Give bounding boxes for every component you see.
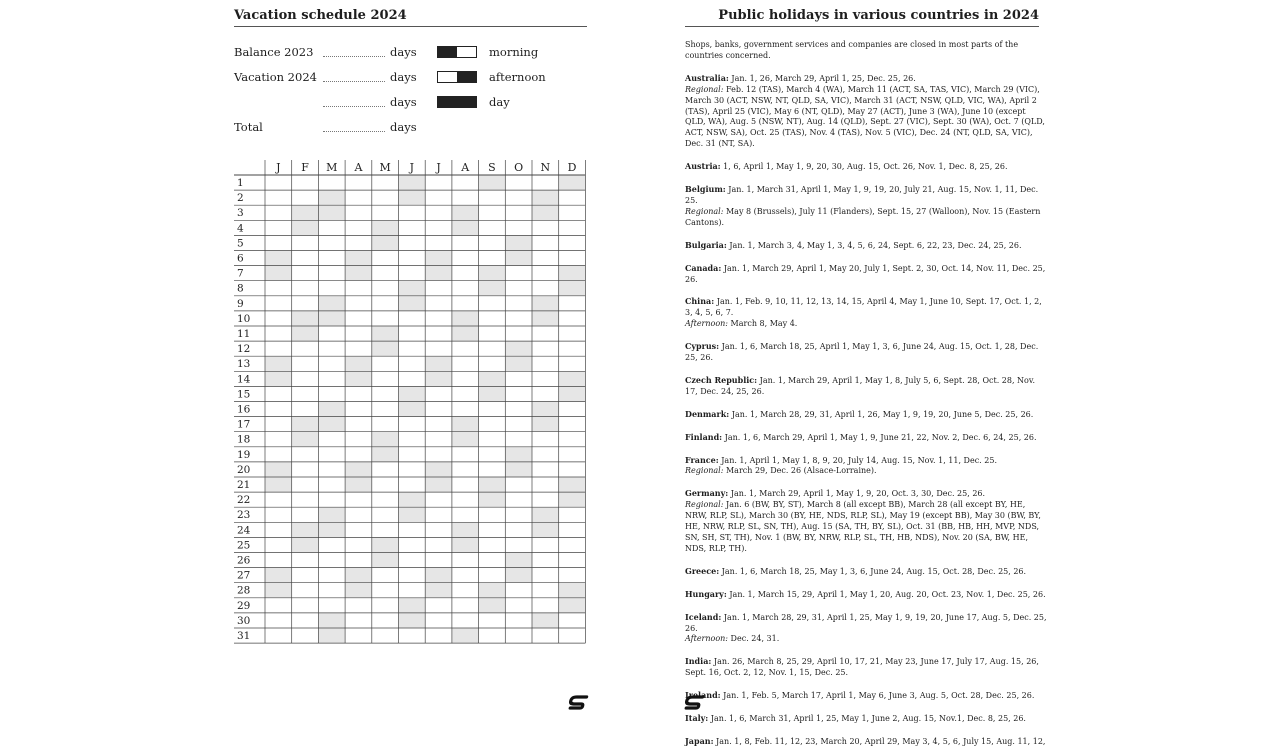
country-name: Germany: — [685, 488, 729, 499]
holiday-dates: Jan. 1, March 31, April 1, May 1, 9, 19, 20, July 21, Aug. 15, Nov. 1, 11, Dec. 25. — [685, 185, 1039, 205]
weekend-cell — [399, 386, 426, 401]
day-label: 11 — [237, 328, 251, 340]
balance-unit: days — [390, 95, 417, 109]
weekend-cell — [399, 507, 426, 522]
legend-label: day — [489, 95, 510, 109]
weekend-cell — [479, 598, 506, 613]
weekend-cell — [559, 175, 586, 190]
weekend-cell — [425, 251, 452, 266]
weekend-cell — [292, 522, 319, 537]
holiday-dates: Jan. 1, March 29, April 1, May 1, 9, 20, Oct. 3, 30, Dec. 25, 26. — [728, 489, 986, 499]
holiday-dates: 1, 6, April 1, May 1, 9, 20, 30, Aug. 15, Oct. 26, Nov. 1, Dec. 8, 25, 26. — [720, 162, 1008, 172]
holiday-extra-dates: March 8, May 4. — [728, 319, 798, 329]
weekend-cell — [479, 281, 506, 296]
weekend-cell — [452, 432, 479, 447]
weekend-cell — [399, 598, 426, 613]
weekend-cell — [399, 296, 426, 311]
weekend-cell — [505, 462, 532, 477]
weekend-cell — [318, 507, 345, 522]
weekend-cell — [505, 356, 532, 371]
day-label: 27 — [237, 569, 251, 582]
day-label: 28 — [237, 584, 251, 597]
day-label: 22 — [237, 494, 251, 507]
weekend-cell — [532, 205, 559, 220]
legend-morning-swatch — [437, 46, 477, 58]
day-label: 12 — [237, 343, 251, 356]
holiday-entry — [685, 240, 1047, 252]
holiday-entry — [685, 455, 1047, 478]
holiday-dates: Jan. 1, 8, Feb. 11, 12, 23, March 20, April 29, May 3, 4, 5, 6, July 15, Aug. 11, 12, — [713, 736, 1046, 746]
holiday-dates: Jan. 1, March 29, April 1, May 1, 8, July 5, 6, Sept. 28, Oct. 28, Nov. 17, Dec. 24, 25, 26. — [685, 375, 1035, 396]
holiday-dates: Jan. 1, 6, March 31, April 1, 25, May 1, June 2, Aug. 15, Nov.1, Dec. 8, 25, 26. — [708, 714, 1026, 724]
month-header: A — [354, 161, 363, 174]
weekend-cell — [372, 432, 399, 447]
weekend-cell — [452, 205, 479, 220]
country-name: Bulgaria: — [685, 239, 727, 250]
vacation-calendar-grid — [234, 160, 588, 646]
country-name: Belgium: — [685, 184, 726, 195]
weekend-cell — [372, 220, 399, 235]
weekend-cell — [559, 477, 586, 492]
day-label: 4 — [237, 222, 244, 235]
weekend-cell — [292, 220, 319, 235]
holiday-intro: Shops, banks, government services and companies are closed in most parts of the countries concerned. — [685, 40, 1019, 60]
holiday-extra-dates: March 29, Dec. 26 (Alsace-Lorraine). — [723, 466, 877, 476]
day-label: 31 — [237, 630, 251, 642]
balance-label: Balance 2023 — [234, 45, 314, 59]
weekend-cell — [372, 553, 399, 568]
month-header: J — [276, 161, 281, 174]
weekend-cell — [532, 613, 559, 628]
weekend-cell — [425, 568, 452, 583]
weekend-cell — [479, 477, 506, 492]
weekend-cell — [479, 492, 506, 507]
day-label: 24 — [237, 524, 251, 537]
country-name: Iceland: — [685, 611, 722, 622]
weekend-cell — [452, 522, 479, 537]
weekend-cell — [399, 175, 426, 190]
publisher-logo-icon — [569, 695, 587, 711]
holiday-extra-dates: May 8 (Brussels), July 11 (Flanders), Sept. 15, 27 (Walloon), Nov. 15 (Eastern Cantons). — [685, 206, 1041, 227]
weekend-cell — [532, 522, 559, 537]
weekend-cell — [372, 235, 399, 250]
holiday-entry — [685, 736, 1047, 748]
weekend-cell — [559, 598, 586, 613]
weekend-cell — [505, 447, 532, 462]
weekend-cell — [452, 537, 479, 552]
month-header: M — [326, 161, 338, 174]
weekend-cell — [479, 386, 506, 401]
balance-input-line[interactable] — [323, 81, 385, 82]
weekend-cell — [479, 266, 506, 281]
country-name: Hungary: — [685, 588, 727, 599]
holiday-extra-label: Afternoon: — [685, 634, 729, 644]
holiday-entry — [685, 656, 1047, 679]
holiday-dates: Jan. 1, 6, March 18, 25, May 1, 3, 6, June 24, Aug. 15, Oct. 28, Dec. 25, 26. — [719, 566, 1027, 576]
balance-unit: days — [390, 120, 417, 134]
day-label: 26 — [237, 554, 251, 567]
holiday-entry — [685, 713, 1047, 725]
weekend-cell — [532, 402, 559, 417]
holiday-entry — [685, 161, 1047, 173]
day-label: 19 — [237, 448, 251, 461]
day-label: 8 — [237, 282, 244, 295]
weekend-cell — [318, 402, 345, 417]
weekend-cell — [292, 205, 319, 220]
holiday-dates: Jan. 26, March 8, 25, 29, April 10, 17, 21, May 23, June 17, July 17, Aug. 15, 26, Sept. 16, Oct. 2, 12, Nov. 1, 15, Dec. 25. — [685, 657, 1039, 678]
weekend-cell — [265, 477, 292, 492]
weekend-cell — [479, 175, 506, 190]
weekend-cell — [399, 281, 426, 296]
day-label: 30 — [237, 614, 251, 627]
holiday-dates: Jan. 1, March 28, 29, 31, April 1, 25, May 1, 9, 19, 20, June 17, Aug. 5, Dec. 25, 26. — [685, 612, 1047, 633]
country-name: Denmark: — [685, 408, 730, 419]
weekend-cell — [399, 402, 426, 417]
weekend-cell — [425, 266, 452, 281]
weekend-cell — [292, 432, 319, 447]
day-label: 25 — [237, 539, 251, 552]
weekend-cell — [532, 507, 559, 522]
holiday-dates: Jan. 1, March 28, 29, 31, April 1, 26, May 1, 9, 19, 20, June 5, Dec. 25, 26. — [729, 409, 1034, 419]
weekend-cell — [265, 568, 292, 583]
holiday-entry — [685, 488, 1047, 554]
country-name: Greece: — [685, 565, 720, 576]
holiday-extra-label: Regional: — [685, 500, 724, 510]
month-header: O — [514, 161, 524, 174]
country-name: Japan: — [685, 735, 714, 746]
weekend-cell — [265, 462, 292, 477]
weekend-cell — [452, 220, 479, 235]
holiday-extra-label: Regional: — [685, 84, 724, 94]
weekend-cell — [265, 266, 292, 281]
weekend-cell — [532, 311, 559, 326]
month-header: M — [379, 161, 391, 174]
weekend-cell — [479, 583, 506, 598]
holiday-extra-dates: Feb. 12 (TAS), March 4 (WA), March 11 (ACT, SA, TAS, VIC), March 29 (VIC), March 30 (ACT, NSW, NT, QLD, SA, VIC), March 31 (ACT, NSW, QLD, VIC, WA), April 2 (TAS), April 25 (VIC), May 6 (NT, QLD), May 27 (ACT), June 3 (WA), June 10 (except QLD, WA), Aug. 5 (NSW, NT), Aug. 14 (QLD), Sept. 27 (VIC), Sept. 30 (WA), Oct. 7 (QLD, ACT, NSW, SA), Oct. 25 (TAS), Nov. 4 (TAS), Nov. 5 (VIC), Dec. 24 (NT, QLD, SA, VIC), Dec. 31 (NT, SA). — [685, 84, 1045, 149]
holiday-entry — [685, 375, 1047, 398]
weekend-cell — [345, 251, 372, 266]
day-label: 29 — [237, 599, 251, 612]
country-name: Australia: — [685, 72, 729, 83]
country-name: France: — [685, 454, 719, 465]
weekend-cell — [559, 583, 586, 598]
day-label: 3 — [237, 207, 244, 220]
weekend-cell — [292, 326, 319, 341]
holiday-dates: Jan. 1, Feb. 9, 10, 11, 12, 13, 14, 15, April 4, May 1, June 10, Sept. 17, Oct. 1, 2, 3, 4, 5, 6, 7. — [685, 297, 1042, 318]
day-label: 15 — [237, 388, 251, 401]
month-header: N — [540, 161, 551, 174]
weekend-cell — [559, 386, 586, 401]
weekend-cell — [318, 205, 345, 220]
country-name: India: — [685, 656, 712, 667]
balance-input-line[interactable] — [323, 56, 385, 57]
weekend-cell — [479, 371, 506, 386]
weekend-cell — [532, 417, 559, 432]
country-name: China: — [685, 296, 715, 307]
holiday-entry — [685, 589, 1047, 601]
weekend-cell — [265, 371, 292, 386]
day-label: 17 — [237, 418, 251, 431]
weekend-cell — [452, 326, 479, 341]
publisher-logo-icon — [685, 695, 703, 711]
holiday-entry — [685, 566, 1047, 578]
weekend-cell — [345, 583, 372, 598]
holiday-entry — [685, 184, 1047, 229]
weekend-cell — [372, 341, 399, 356]
legend-label: morning — [489, 45, 539, 59]
holiday-extra-label: Regional: — [685, 206, 724, 216]
weekend-cell — [425, 477, 452, 492]
day-label: 23 — [237, 509, 251, 522]
weekend-cell — [399, 492, 426, 507]
month-header: D — [567, 161, 577, 174]
weekend-cell — [505, 341, 532, 356]
holiday-dates: Jan. 1, March 3, 4, May 1, 3, 4, 5, 6, 24, Sept. 6, 22, 23, Dec. 24, 25, 26. — [726, 240, 1022, 250]
day-label: 9 — [237, 297, 244, 310]
weekend-cell — [559, 266, 586, 281]
month-header: J — [409, 161, 415, 174]
day-label: 13 — [237, 358, 251, 371]
weekend-cell — [318, 417, 345, 432]
weekend-cell — [559, 371, 586, 386]
weekend-cell — [318, 628, 345, 643]
country-name: Austria: — [685, 161, 721, 172]
country-name: Canada: — [685, 262, 722, 273]
day-label: 20 — [237, 463, 251, 476]
holiday-entry — [685, 409, 1047, 421]
holiday-dates: Jan. 1, Feb. 5, March 17, April 1, May 6, June 3, Aug. 5, Oct. 28, Dec. 25, 26. — [720, 691, 1035, 701]
legend-label: afternoon — [489, 70, 546, 84]
weekend-cell — [425, 583, 452, 598]
month-header: S — [488, 161, 496, 174]
weekend-cell — [345, 266, 372, 281]
weekend-cell — [318, 296, 345, 311]
weekend-cell — [452, 417, 479, 432]
weekend-cell — [318, 311, 345, 326]
weekend-cell — [318, 613, 345, 628]
month-header: J — [436, 161, 441, 174]
weekend-cell — [505, 568, 532, 583]
balance-label: Vacation 2024 — [234, 70, 317, 84]
holiday-dates: Jan. 1, March 29, April 1, May 20, July 1, Sept. 2, 30, Oct. 14, Nov. 11, Dec. 25, 26. — [685, 263, 1046, 284]
weekend-cell — [265, 356, 292, 371]
weekend-cell — [399, 190, 426, 205]
day-label: 6 — [237, 252, 244, 265]
holiday-extra-dates: Jan. 6 (BW, BY, ST), March 8 (all except BB), March 28 (all except BY, HE, NRW, RLP, SL), March 30 (BY, HE, NDS, RLP, SL), May 19 (except BB), May 30 (BW, BY, HE, NRW, RLP, SL, SN, TH), Aug. 15 (SA, TH, BY, SL), Oct. 31 (BB, HB, HH, MVP, NDS, SN, SH, ST, TH), Nov. 1 (BW, BY, NRW, RLP, SL, TH, HB, NDS), Nov. 20 (SA, BW, HE, NDS, RLP, TH). — [685, 500, 1041, 553]
balance-input-line[interactable] — [323, 131, 385, 132]
weekend-cell — [559, 492, 586, 507]
weekend-cell — [532, 190, 559, 205]
weekend-cell — [345, 356, 372, 371]
weekend-cell — [345, 477, 372, 492]
balance-unit: days — [390, 45, 417, 59]
country-name: Finland: — [685, 431, 723, 442]
weekend-cell — [345, 568, 372, 583]
weekend-cell — [292, 311, 319, 326]
holiday-dates: Jan. 1, 26, March 29, April 1, 25, Dec. 25, 26. — [728, 73, 916, 83]
weekend-cell — [372, 447, 399, 462]
holiday-entry — [685, 432, 1047, 444]
weekend-cell — [265, 251, 292, 266]
weekend-cell — [452, 311, 479, 326]
country-name: Cyprus: — [685, 341, 720, 352]
day-label: 10 — [237, 312, 251, 325]
weekend-cell — [452, 628, 479, 643]
day-label: 18 — [237, 433, 251, 446]
weekend-cell — [505, 235, 532, 250]
weekend-cell — [372, 326, 399, 341]
balance-input-line[interactable] — [323, 106, 385, 107]
holiday-entry — [685, 73, 1047, 150]
country-name: Czech Republic: — [685, 374, 758, 385]
weekend-cell — [425, 462, 452, 477]
weekend-cell — [345, 371, 372, 386]
day-label: 1 — [237, 177, 244, 189]
weekend-cell — [505, 553, 532, 568]
country-name: Ireland: — [685, 690, 721, 701]
day-label: 5 — [237, 237, 244, 250]
balance-unit: days — [390, 70, 417, 84]
month-header: A — [461, 161, 470, 174]
holiday-dates: Jan. 1, April 1, May 1, 8, 9, 20, July 14, Aug. 15, Nov. 1, 11, Dec. 25. — [718, 455, 997, 465]
weekend-cell — [318, 190, 345, 205]
day-label: 2 — [237, 192, 244, 205]
day-label: 16 — [237, 403, 251, 416]
weekend-cell — [345, 462, 372, 477]
holiday-entry — [685, 612, 1047, 646]
holiday-entry — [685, 263, 1047, 286]
weekend-cell — [425, 356, 452, 371]
day-label: 21 — [237, 479, 251, 491]
balance-label: Total — [234, 120, 263, 134]
holiday-dates: Jan. 1, 6, March 29, April 1, May 1, 9, June 21, 22, Nov. 2, Dec. 6, 24, 25, 26. — [722, 432, 1037, 442]
holiday-entry — [685, 341, 1047, 364]
holiday-dates: Jan. 1, 6, March 18, 25, April 1, May 1, 3, 6, June 24, Aug. 15, Oct. 1, 28, Dec. 25, 26. — [685, 342, 1039, 363]
holiday-extra-label: Regional: — [685, 466, 724, 476]
holiday-entry — [685, 296, 1047, 330]
page-title-left: Vacation schedule 2024 — [234, 8, 587, 27]
weekend-cell — [292, 417, 319, 432]
day-label: 7 — [237, 267, 244, 280]
weekend-cell — [532, 296, 559, 311]
holiday-extra-dates: Dec. 24, 31. — [728, 634, 780, 644]
weekend-cell — [265, 583, 292, 598]
holiday-list — [685, 40, 1047, 746]
holiday-extra-label: Afternoon: — [685, 319, 729, 329]
weekend-cell — [399, 613, 426, 628]
holiday-dates: Jan. 1, March 15, 29, April 1, May 1, 20, Aug. 20, Oct. 23, Nov. 1, Dec. 25, 26. — [726, 589, 1046, 599]
legend-day-swatch — [437, 96, 477, 108]
holiday-entry — [685, 690, 1047, 702]
day-label: 14 — [237, 373, 251, 386]
weekend-cell — [559, 281, 586, 296]
weekend-cell — [505, 251, 532, 266]
weekend-cell — [425, 371, 452, 386]
legend-afternoon-swatch — [437, 71, 477, 83]
month-header: F — [301, 161, 309, 174]
weekend-cell — [318, 522, 345, 537]
weekend-cell — [292, 537, 319, 552]
weekend-cell — [372, 537, 399, 552]
country-name: Italy: — [685, 713, 709, 724]
page-title-right: Public holidays in various countries in 2024 — [685, 8, 1039, 27]
